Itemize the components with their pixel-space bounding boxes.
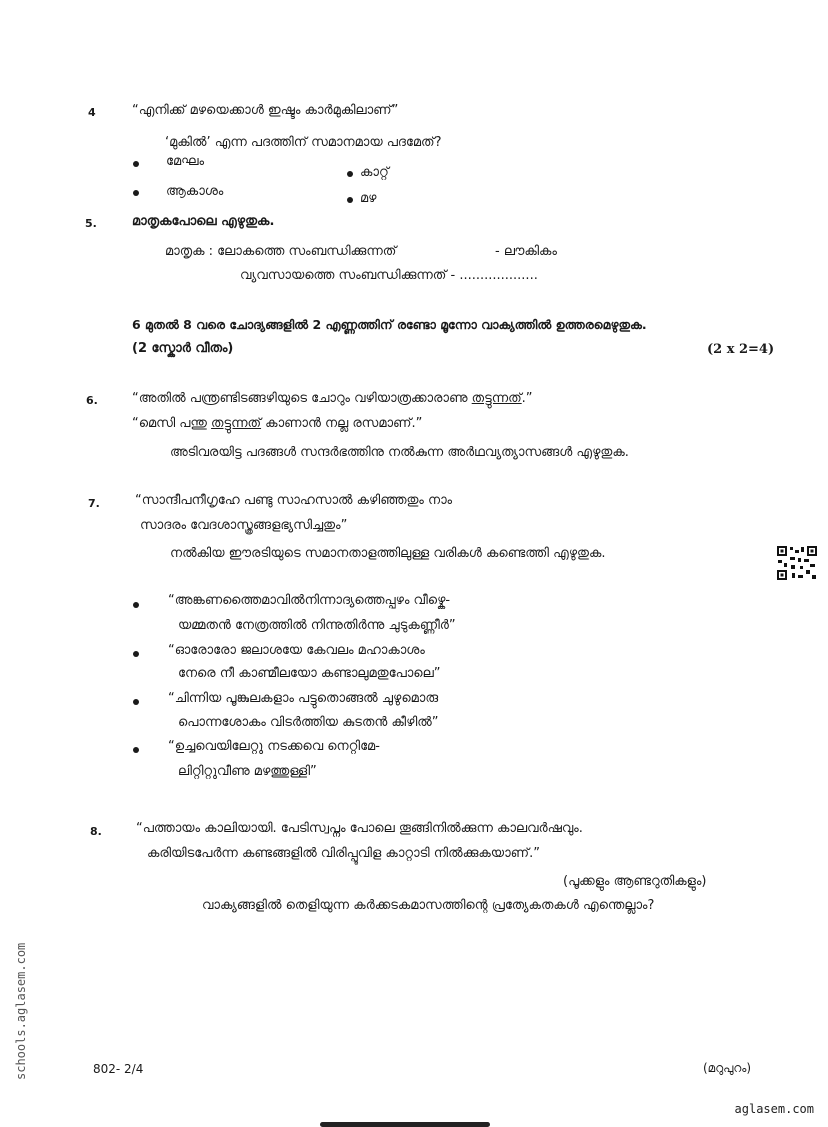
q5-task: വ്യവസായത്തെ സംബന്ധിക്കുന്നത് - ................... [240,268,538,283]
section-instruction: 6 മുതൽ 8 വരെ ചോദ്യങ്ങളിൽ 2 എണ്ണത്തിന് രണ്ടോ മൂന്നോ വാക്യത്തിൽ ഉത്തരമെഴുതുക. [132,317,647,332]
q6-line2-text: “മെസി പന്തു [132,416,212,431]
q8-source: (പൂക്കളും ആണ്ടറുതികളും) [563,874,707,889]
scan-edge-mark [320,1122,490,1127]
q7-option-1-line2: യമ്മതൻ നേത്രത്തിൽ നിന്നുതിർന്നു ചുടുകണ്ണീർ” [178,618,456,633]
q7-number: 7. [88,497,100,510]
qr-code-icon [776,545,818,581]
q8-question: വാക്യങ്ങളിൽ തെളിയുന്ന കർക്കടകമാസത്തിന്റെ പ്രത്യേകതകൾ എന്തെല്ലാം? [202,898,655,913]
q7-option-3-line2: പൊന്നശോകം വിടർത്തിയ കുടതൻ കീഴിൽ” [178,715,439,730]
section-score: (2 സ്കോർ വീതം) [132,341,234,356]
q7-quote-line1: “സാന്ദീപനീഗൃഹേ പണ്ടു സാഹസാൽ കഴിഞ്ഞതും നാം [135,493,453,508]
q4-option-3: ആകാശം [166,184,224,199]
bullet-icon [347,197,353,203]
q4-option-2: കാറ്റ് [360,165,389,180]
q7-option-2-line2: നേരെ നീ കാണ്മീലയോ കണ്ടാലുമതുപോലെ” [178,666,441,681]
q5-model: മാതൃക : ലോകത്തെ സംബന്ധിക്കുന്നത് [165,244,397,259]
q6-line1-text: “അതിൽ പന്ത്രണ്ടിടങ്ങഴിയുടെ ചോറും വഴിയാത്രക്കാരാണു [132,391,472,406]
q4-option-1: മേഘം [166,154,205,169]
site-watermark: aglasem.com [734,1102,814,1116]
bullet-icon [133,161,139,167]
q4-question: ‘മുകിൽ’ എന്ന പദത്തിന് സമാനമായ പദമേത്? [165,135,442,150]
q7-option-4-line1: “ഉച്ചവെയിലേറ്റു നടക്കവെ നെറ്റിമേ- [168,739,380,754]
bullet-icon [133,651,139,657]
q6-underlined-word-2: തട്ടുന്നത് [211,416,262,431]
turn-over-note: (മറുപുറം) [703,1061,752,1075]
q8-number: 8. [90,825,102,838]
q6-line2-end: കാണാൻ നല്ല രസമാണ്.” [261,416,423,431]
q5-instruction: മാതൃകപോലെ എഴുതുക. [132,214,275,229]
q6-number: 6. [86,394,98,407]
side-watermark: schools.aglasem.com [14,942,28,1080]
q7-option-3-line1: “ചിന്നിയ പൂങ്കുലകളാം പട്ടുതൊങ്ങൽ ചുഴുമൊരു [168,691,439,706]
q4-option-4: മഴ [360,191,377,206]
q7-quote-line2: സാദരം വേദശാസ്ത്രങ്ങളഭ്യസിച്ചതും” [140,518,348,533]
q4-number: 4 [88,106,96,119]
bullet-icon [133,190,139,196]
q5-number: 5. [85,217,97,230]
q6-line2 [132,415,422,432]
q5-model-answer: - ലൗകികം [495,244,557,259]
q6-line1-end: .” [521,391,533,406]
q7-option-2-line1: “ഓരോരോ ജലാശയേ കേവലം മഹാകാശം [168,643,425,658]
q6-underlined-word-1: തട്ടുന്നത് [471,391,522,406]
q7-option-1-line1: “അങ്കണത്തൈമാവിൽനിന്നാദ്യത്തെപ്പഴം വീഴ്കെ- [168,593,451,608]
bullet-icon [133,747,139,753]
section-marks: (2 x 2=4) [707,342,775,357]
q8-quote-line1: “പത്തായം കാലിയായി. പേടിസ്വപ്നം പോലെ തൂങ്ങിനിൽക്കുന്ന കാലവർഷവും. [136,821,583,836]
q4-quote: “എനിക്ക് മഴയെക്കാൾ ഇഷ്ടം കാർമുകിലാണ്” [132,103,399,118]
q7-option-4-line2: ലിറ്റിറ്റുവീണു മഴത്തുള്ളി” [178,764,317,779]
bullet-icon [133,602,139,608]
q6-line1 [132,390,533,407]
bullet-icon [347,171,353,177]
q8-quote-line2: കരിയിടപേർന്ന കണ്ടങ്ങളിൽ വിരിപ്പൂവിള കാറ്റാടി നിൽക്കുകയാണ്.” [147,846,540,861]
page-code: 802- 2/4 [93,1062,144,1076]
q6-question: അടിവരയിട്ട പദങ്ങൾ സന്ദർഭത്തിനു നൽകുന്ന അർഥവ്യത്യാസങ്ങൾ എഴുതുക. [170,445,629,460]
bullet-icon [133,699,139,705]
q7-question: നൽകിയ ഈരടിയുടെ സമാനതാളത്തിലുള്ള വരികൾ കണ്ടെത്തി എഴുതുക. [170,546,606,561]
